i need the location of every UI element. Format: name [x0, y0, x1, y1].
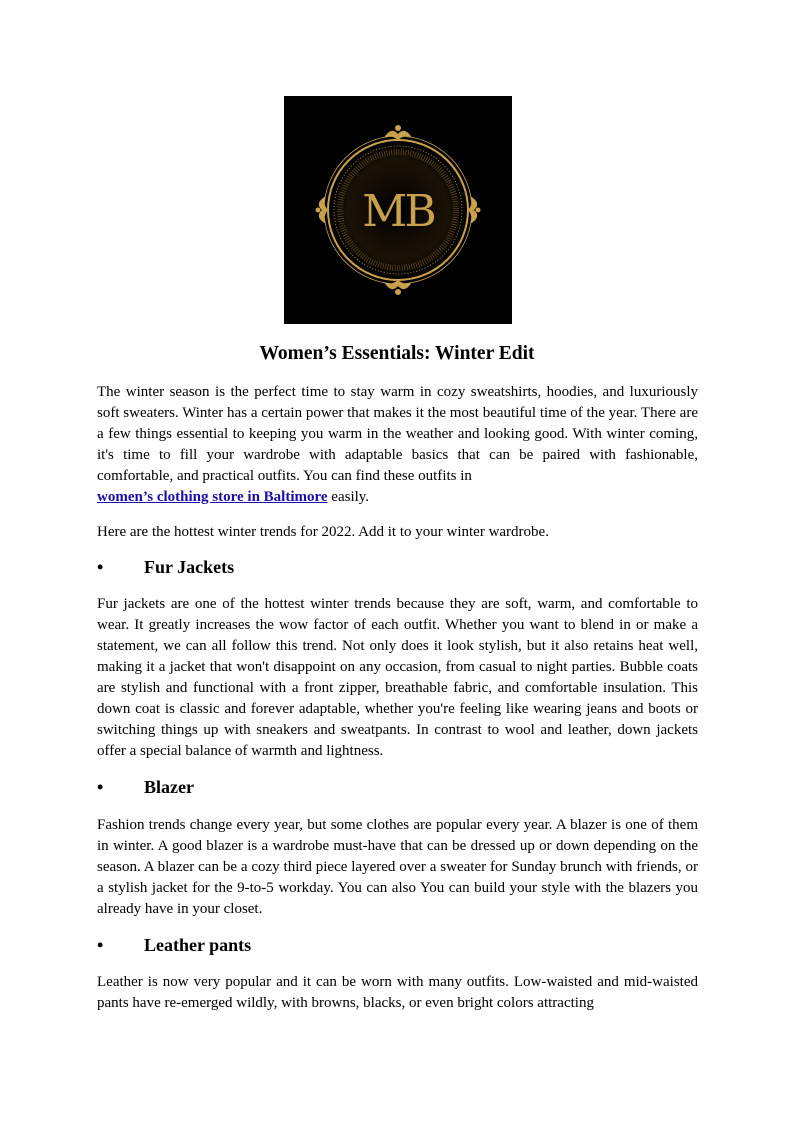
- section-body-leather-pants: Leather is now very popular and it can be worn with many outfits. Low-waisted and mid-waisted pants have re-emerged wildly, with browns, blacks, or even bright colors attracting: [97, 974, 698, 1011]
- page-title: Women’s Essentials: Winter Edit: [259, 343, 535, 364]
- monogram-emblem-icon: [284, 96, 512, 324]
- section-heading-leather-pants: [97, 932, 251, 958]
- section-body-fur-jackets: Fur jackets are one of the hottest winter trends because they are soft, warm, and comfortable to wear. It greatly increases the wow factor of each outfit. Whether you want to blend in or make a statement, we can all follow this trend. Not only does it look stylish, but it also retains heat well, making it a jacket that won't disappoint on any occasion, from casual to night parties. Bubble coats are stylish and functional with a front zipper, breathable fabric, and comfortable insulation. This down coat is classic and forever adaptable, whether you're feeling like wearing jeans and boots or switching things up with sneakers and sweatpants. In contrast to wool and leather, down jackets offer a special balance of warmth and lightness.: [97, 596, 698, 759]
- section-heading-blazer: [97, 774, 194, 800]
- trends-intro: Here are the hottest winter trends for 2022. Add it to your winter wardrobe.: [97, 524, 549, 540]
- intro-after-link: easily.: [327, 489, 370, 505]
- monogram-text: MB: [362, 186, 434, 237]
- section-heading-text: Blazer: [144, 777, 194, 797]
- bullet-icon: •: [97, 557, 104, 577]
- section-heading-fur-jackets: [97, 554, 234, 580]
- bullet-icon: •: [97, 777, 104, 797]
- bullet-icon: •: [97, 935, 104, 955]
- section-heading-text: Leather pants: [144, 935, 252, 955]
- intro-text: The winter season is the perfect time to stay warm in cozy sweatshirts, hoodies, and luxuriously soft sweaters. Winter has a certain power that makes it the most beautiful time of the year. There are a few things essential to keeping you warm in the weather and looking good. With winter coming, it's time to fill your wardrobe with adaptable basics that can be paired with fashionable, comfortable, and practical outfits. You can find these outfits in: [97, 384, 698, 484]
- store-link[interactable]: women’s clothing store in Baltimore: [97, 489, 328, 505]
- brand-logo: [284, 96, 512, 324]
- intro-paragraph: [97, 382, 698, 508]
- section-body-blazer: Fashion trends change every year, but some clothes are popular every year. A blazer is one of them in winter. A good blazer is a wardrobe must-have that can be dressed up or down depending on the season. A blazer can be a cozy third piece layered over a sweater for Sunday brunch with friends, or a stylish jacket for the 9-to-5 workday. You can also You can build your style with the blazers you already have in your closet.: [97, 817, 698, 917]
- section-heading-text: Fur Jackets: [144, 557, 235, 577]
